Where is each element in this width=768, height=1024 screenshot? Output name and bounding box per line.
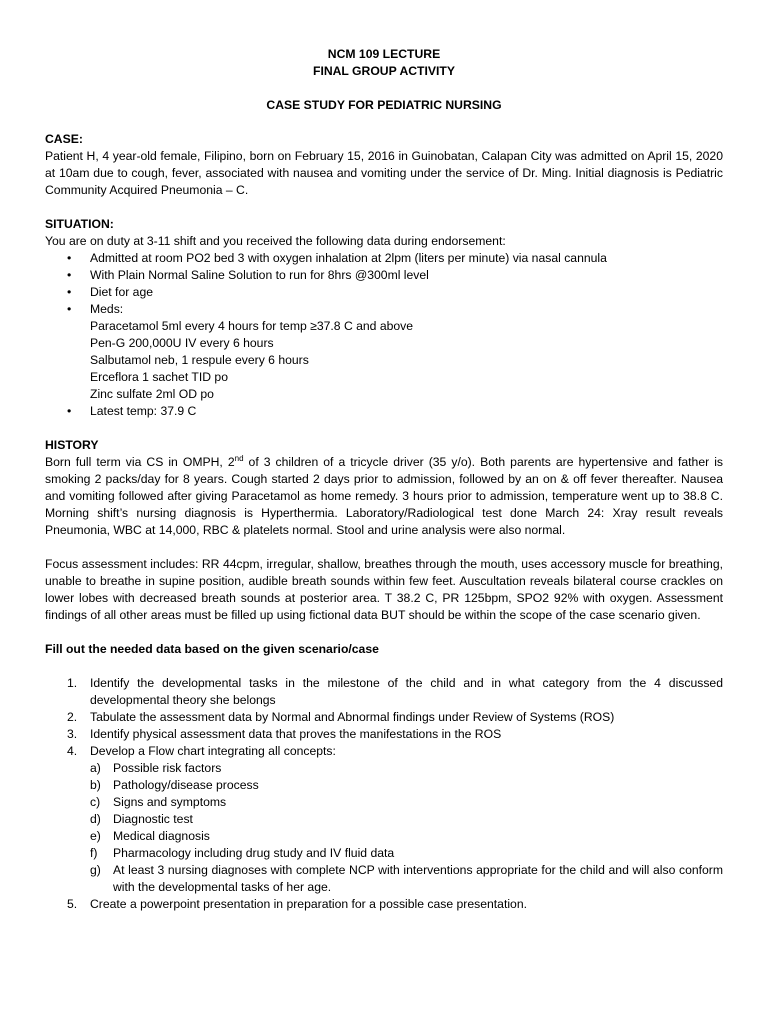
- course-title: NCM 109 LECTURE: [327, 47, 441, 61]
- instructions-heading: Fill out the needed data based on the given scenario/case: [45, 642, 379, 656]
- task-text: Create a powerpoint presentation in preparation for a possible case presentation.: [90, 897, 527, 911]
- activity-title: FINAL GROUP ACTIVITY: [313, 64, 455, 78]
- history-heading: HISTORY: [45, 438, 99, 452]
- subtask-list: [90, 760, 723, 896]
- list-item: [90, 828, 723, 845]
- subtask-text: Signs and symptoms: [113, 795, 227, 809]
- subtask-letter: g): [90, 863, 101, 877]
- subtask-letter: a): [90, 761, 101, 775]
- situation-intro: You are on duty at 3-11 shift and you received the following data during endorsement:: [45, 234, 506, 248]
- document-title: CASE STUDY FOR PEDIATRIC NURSING: [266, 98, 502, 112]
- list-item: [45, 896, 723, 913]
- task-text: Identify physical assessment data that proves the manifestations in the ROS: [90, 727, 502, 741]
- list-item: [90, 777, 723, 794]
- list-item: [45, 709, 723, 726]
- task-number: 1.: [67, 676, 78, 690]
- list-item: • Admitted at room PO2 bed 3 with oxygen inhalation at 2lpm (liters per minute) via nasal cannula: [45, 250, 723, 267]
- list-item: [90, 862, 723, 896]
- task-text: Tabulate the assessment data by Normal and Abnormal findings under Review of Systems (ROS): [90, 710, 615, 724]
- history-text-start: Born full term via CS in OMPH, 2: [45, 455, 235, 469]
- situation-list-end: [45, 403, 723, 420]
- list-item: [90, 794, 723, 811]
- list-item: [90, 760, 723, 777]
- case-heading: CASE:: [45, 132, 83, 146]
- situation-list: [45, 250, 723, 318]
- subtask-text: Possible risk factors: [113, 761, 222, 775]
- list-item: • Meds:: [45, 301, 723, 318]
- list-item: [45, 726, 723, 743]
- list-item: [90, 811, 723, 828]
- history-text: [45, 454, 723, 539]
- med-item: Pen-G 200,000U IV every 6 hours: [90, 336, 274, 350]
- subtask-letter: d): [90, 812, 101, 826]
- task-number: 2.: [67, 710, 78, 724]
- subtask-text: At least 3 nursing diagnoses with complete NCP with interventions appropriate for the child and will also conform with the developmental tasks of her age.: [113, 863, 723, 894]
- subtask-letter: b): [90, 778, 101, 792]
- list-item: [45, 675, 723, 709]
- med-item: Paracetamol 5ml every 4 hours for temp ≥37.8 C and above: [90, 319, 414, 333]
- med-item: Zinc sulfate 2ml OD po: [90, 387, 214, 401]
- task-list: [45, 675, 723, 913]
- situation-heading: SITUATION:: [45, 217, 114, 231]
- subtask-letter: c): [90, 795, 101, 809]
- ordinal-superscript: nd: [234, 453, 244, 463]
- list-item: [45, 743, 723, 896]
- subtask-text: Diagnostic test: [113, 812, 193, 826]
- task-number: 3.: [67, 727, 78, 741]
- subtask-letter: f): [90, 846, 98, 860]
- med-item: Erceflora 1 sachet TID po: [90, 370, 228, 384]
- case-text: Patient H, 4 year-old female, Filipino, born on February 15, 2016 in Guinobatan, Calapan City was admitted on April 15, 2020 at 10am due to cough, fever, associated with nausea and vomiting under the service of Dr. Ming. Initial diagnosis is Pediatric Community Acquired Pneumonia – C.: [45, 149, 723, 197]
- focus-assessment: Focus assessment includes: RR 44cpm, irregular, shallow, breathes through the mouth, uses accessory muscle for breathing, unable to breathe in supine position, audible breath sounds within few feet. Auscultation reveals bilateral course crackles on lower lobes with decreased breath sounds at posterior area. T 38.2 C, PR 125bpm, SPO2 92% with oxygen. Assessment findings of all other areas must be filled up using fictional data BUT should be within the scope of the case scenario given.: [45, 557, 723, 622]
- history-text-rest: of 3 children of a tricycle driver (35 y/o). Both parents are hypertensive and father is smoking 2 packs/day for 8 years. Cough started 2 days prior to admission, followed by an on & off fever thereafter. Nausea and vomiting followed after giving Paracetamol as home remedy. 3 hours prior to admission, temperature went up to 38.8 C. Morning shift’s nursing diagnosis is Hyperthermia. Laboratory/Radiological test done March 24: Xray result reveals Pneumonia, WBC at 14,000, RBC & platelets normal. Stool and urine analysis were also normal.: [45, 455, 723, 537]
- subtask-text: Medical diagnosis: [113, 829, 210, 843]
- subtask-text: Pharmacology including drug study and IV fluid data: [113, 846, 395, 860]
- med-item: Salbutamol neb, 1 respule every 6 hours: [90, 353, 309, 367]
- task-number: 5.: [67, 897, 78, 911]
- task-number: 4.: [67, 744, 78, 758]
- list-item: • Latest temp: 37.9 C: [45, 403, 723, 420]
- subtask-letter: e): [90, 829, 101, 843]
- subtask-text: Pathology/disease process: [113, 778, 259, 792]
- list-item: • Diet for age: [45, 284, 723, 301]
- task-text: Identify the developmental tasks in the milestone of the child and in what category from the 4 discussed developmental theory she belongs: [90, 676, 723, 707]
- task-text: Develop a Flow chart integrating all concepts:: [90, 744, 336, 758]
- list-item: • With Plain Normal Saline Solution to run for 8hrs @300ml level: [45, 267, 723, 284]
- list-item: [90, 845, 723, 862]
